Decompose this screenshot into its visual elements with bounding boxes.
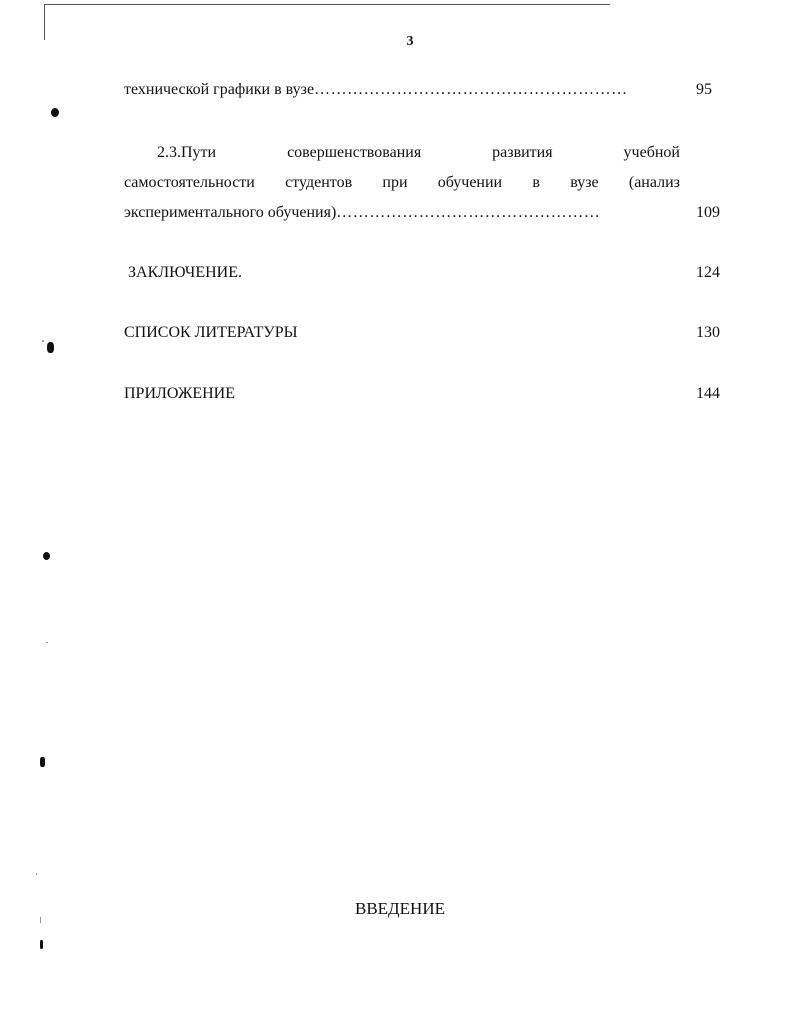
section-heading: ВВЕДЕНИЕ (355, 899, 445, 918)
toc-entry-text (124, 384, 680, 404)
binding-hole-mark (43, 552, 50, 560)
scan-speck (46, 642, 48, 643)
toc-entry-text (124, 80, 680, 100)
toc-word: совершенствования (287, 144, 422, 161)
toc-entry-text (124, 323, 680, 343)
toc-entry-title: СПИСОК ЛИТЕРАТУРЫ (124, 324, 298, 341)
scan-speck (42, 340, 44, 342)
toc-entry-page: 144 (696, 385, 720, 402)
binding-hole-mark (47, 342, 54, 353)
toc-entry-page: 130 (696, 324, 720, 341)
toc-word: вузе (570, 174, 599, 191)
toc-entry-text (128, 263, 684, 283)
toc-word: обучении (437, 174, 503, 191)
toc-leader-dots: ………………………………………………… (314, 81, 628, 98)
toc-word: при (382, 174, 408, 191)
scan-artifact (40, 940, 43, 949)
toc-entry-title: экспериментального обучения) (124, 204, 337, 221)
scan-speck (36, 873, 37, 875)
toc-entry-text (124, 203, 680, 223)
scan-speck (40, 917, 41, 923)
toc-entry-line (124, 173, 680, 193)
toc-word: развития (492, 144, 553, 161)
toc-word: самостоятельности (124, 174, 255, 191)
toc-word: (анализ (628, 174, 680, 191)
page-number: 3 (406, 34, 414, 49)
toc-entry-title: технической графики в вузе (124, 81, 315, 98)
toc-entry-page: 124 (696, 264, 720, 281)
toc-word: в (532, 174, 540, 191)
toc-word: учебной (623, 144, 680, 161)
toc-entry-title: ПРИЛОЖЕНИЕ (124, 385, 236, 402)
toc-leader-dots: ………………………………………… (336, 204, 601, 221)
scan-artifact (40, 757, 45, 767)
toc-entry-page: 109 (696, 204, 720, 221)
toc-entry-page: 95 (696, 81, 712, 98)
binding-hole-mark (51, 108, 59, 117)
toc-word: 2.3.Пути (157, 144, 217, 161)
toc-word: студентов (285, 174, 353, 191)
toc-entry-title: ЗАКЛЮЧЕНИЕ. (128, 264, 242, 281)
toc-entry-line (157, 143, 680, 163)
